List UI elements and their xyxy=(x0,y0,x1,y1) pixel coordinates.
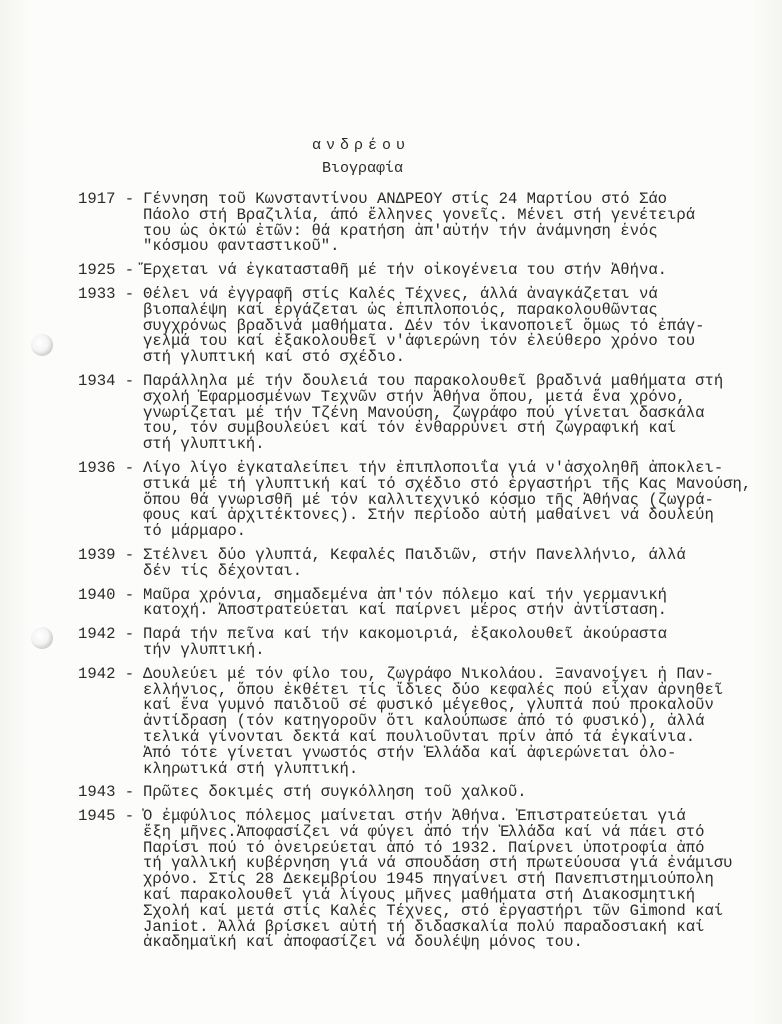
entry-text-line: του ὡς ὀκτώ ἐτῶν: θά κρατήση ἀπ'αὐτήν τήν ἀνάμνηση ἑνός xyxy=(143,221,658,240)
entry-text-line: τελικά γίνονται δεκτά καί πουλιοῦνται πρίν ἀπό τά ἐγκαίνια. xyxy=(143,727,696,746)
entry-text-line: γελμά του καί ἐξακολουθεῖ ν'ἀφιερώνη τόν ἐλεύθερο χρόνο του xyxy=(143,332,696,351)
entry-text-line: δέν τίς δέχονται. xyxy=(143,561,303,580)
entry-text-line: στικά μέ τή γλυπτική καί τό σχέδιο στό ἐργαστήρι τῆς Κας Μανούση, xyxy=(143,474,752,493)
entry-text-line: Ἔρχεται νά ἐγκατασταθῆ μέ τήν οἰκογένεια του στήν Ἀθήνα. xyxy=(143,261,668,280)
entry-text-line: ἀκαδημαϊκή καί ἀποφασίζει νά δουλέψη μόνος του. xyxy=(143,933,583,952)
entry-text xyxy=(143,585,668,620)
entry-text xyxy=(143,545,686,580)
timeline-entry xyxy=(78,585,768,620)
entry-year: 1933 - xyxy=(78,284,135,303)
document-subtitle: Βιογραφία xyxy=(322,160,404,177)
timeline-entry xyxy=(78,627,768,659)
entry-text-line: Σχολή καί μετά στίς Καλές Τέχνες, στό ἐργαστήρι τῶν Gimond καί xyxy=(143,901,724,920)
entry-text-line: χρόνο. Στίς 28 Δεκεμβρίου 1945 πηγαίνει στή Πανεπιστημιούπολη xyxy=(143,870,714,889)
punch-hole xyxy=(31,334,53,356)
entry-text-line: του, τόν συμβουλεύει καί τόν ἐνθαρρύνει στή ζωγραφική καί xyxy=(143,419,677,438)
entry-text xyxy=(143,809,733,951)
entry-text-line: τό μάρμαρο. xyxy=(143,522,246,541)
entry-text-line: Πάολο στή Βραζιλία, άπό ἕλληνες γονεῖς. Μένει στή γενέτειρά xyxy=(143,205,696,224)
entry-text-line: φους καί ἀρχιτέκτονες). Στήν περίοδο αὐτή μαθαίνει νά δουλεύη xyxy=(143,506,714,525)
entry-text-line: Δουλεύει μέ τόν φίλο του, ζωγράφο Νικολάου. Ξανανοίγει ἡ Παν- xyxy=(143,664,714,683)
entry-text xyxy=(143,458,752,541)
entry-year: 1925 - xyxy=(78,261,135,280)
entry-text-line: Ἀπό τότε γίνεται γνωστός στήν Ἑλλάδα καί ἀφιερώνεται ὁλο- xyxy=(143,743,677,762)
document-title: ανδρέου xyxy=(312,137,411,154)
entry-year: 1940 - xyxy=(78,585,135,604)
timeline-entry xyxy=(78,284,768,367)
entry-text-line: ἀντίδραση (τόν κατηγοροῦν ὅτι καλούπωσε ἀπό τό φυσικό), ἀλλά xyxy=(143,712,705,731)
entry-text-line: Γέννηση τοῦ Κωνσταντίνου ΑΝΔΡΕΟΥ στίς 24 Μαρτίου στό Σάο xyxy=(143,190,668,208)
entry-text-line: Παρίσι πού τό ὀνειρεύεται ἀπό τό 1932. Παίρνει ὑποτροφία ἀπό xyxy=(143,838,705,857)
timeline-entry xyxy=(78,809,768,951)
entry-text-line: σχολή Ἐφαρμοσμένων Τεχνῶν στήν Ἀθήνα ὅπου, μετά ἕνα χρόνο, xyxy=(143,387,686,406)
timeline-entry xyxy=(78,458,768,541)
entry-text-line: Μαῦρα χρόνια, σημαδεμένα ἀπ'τόν πόλεμο καί τήν γερμανική xyxy=(143,585,668,604)
entry-text xyxy=(143,263,667,279)
entry-text-line: ὅπου θά γνωρισθῆ μέ τόν καλλιτεχνικό κόσμο τῆς Ἀθήνας (ζωγρά- xyxy=(143,490,714,509)
entry-text-line: Θέλει νά ἐγγραφῆ στίς Καλές Τέχνες, άλλά ἀναγκάζεται νά xyxy=(143,284,658,303)
entry-text-line: Παρά τήν πεῖνα καί τήν κακομοιριά, ἐξακολουθεῖ ἀκούραστα xyxy=(143,625,668,644)
entry-text-line: συγχρόνως βραδινά μαθήματα. Δέν τόν ἱκανοποιεῖ ὅμως τό ἐπάγ- xyxy=(143,316,705,335)
timeline-entry xyxy=(78,263,768,279)
timeline-entry xyxy=(78,785,768,801)
entry-text-line: καί ἕνα γυμνό παιδιοῦ σέ φυσικό μέγεθος, γλυπτά πού προκαλοῦν xyxy=(143,696,714,715)
timeline-entry xyxy=(78,371,768,454)
entry-text-line: τήν γλυπτική. xyxy=(143,640,265,659)
entry-text-line: Πρῶτες δοκιμές στή συγκόλληση τοῦ χαλκοῦ. xyxy=(143,783,527,802)
entry-text-line: "κόσμου φανταστικοῦ". xyxy=(143,237,340,256)
entry-year: 1934 - xyxy=(78,371,135,390)
punch-hole xyxy=(31,627,53,649)
entry-year: 1936 - xyxy=(78,458,135,477)
entry-text-line: καί παρακολουθεῖ γιά λίγους μῆνες μαθήματα στή Διακοσμητική xyxy=(143,886,696,905)
entry-year: 1917 - xyxy=(78,190,135,208)
entry-text xyxy=(143,284,705,367)
entry-text-line: Παράλληλα μέ τήν δουλειά του παρακολουθεῖ βραδινά μαθήματα στή xyxy=(143,371,724,390)
biography-timeline xyxy=(78,192,768,959)
entry-text-line: τή γαλλική κυβέρνηση γιά νά σπουδάση στή πρωτεύουσα γιά ἐνάμισυ xyxy=(143,854,733,873)
entry-year: 1945 - xyxy=(78,807,135,826)
entry-text-line: Ὁ ἐμφύλιος πόλεμος μαίνεται στήν Ἀθήνα. Ἐπιστρατεύεται γιά xyxy=(143,807,686,826)
entry-year: 1942 - xyxy=(78,664,135,683)
timeline-entry xyxy=(78,664,768,778)
entry-text xyxy=(143,371,724,454)
entry-text-line: γνωρίζεται μέ τήν Τζένη Μανούση, ζωγράφο πού γίνεται δασκάλα xyxy=(143,403,705,422)
entry-text xyxy=(143,664,724,778)
entry-year: 1942 - xyxy=(78,625,135,644)
entry-text-line: στή γλυπτική. xyxy=(143,435,265,454)
entry-text xyxy=(143,627,667,659)
entry-text-line: Λίγο λίγο ἐγκαταλείπει τήν ἐπιπλοποιΐα γιά ν'ἀσχοληθῆ ἀποκλει- xyxy=(143,458,724,477)
entry-text-line: στή γλυπτική καί στό σχέδιο. xyxy=(143,348,406,367)
timeline-entry xyxy=(78,192,768,255)
entry-text-line: Στέλνει δύο γλυπτά, Κεφαλές Παιδιῶν, στήν Πανελλήνιο, άλλά xyxy=(143,545,686,564)
entry-text-line: κατοχή. Ἀποστρατεύεται καί παίρνει μέρος στήν ἀντίσταση. xyxy=(143,601,668,620)
entry-text-line: Janiot. Ἀλλά βρίσκει αὐτή τή διδασκαλία πολύ παραδοσιακή καί xyxy=(143,917,705,936)
timeline-entry xyxy=(78,545,768,580)
entry-year: 1939 - xyxy=(78,545,135,564)
entry-text-line: ἔξη μῆνες.Ἀποφασίζει νά φύγει ἀπό τήν Ἑλλάδα καί νά πάει στό xyxy=(143,822,705,841)
entry-year: 1943 - xyxy=(78,783,135,802)
entry-text xyxy=(143,785,527,801)
entry-text-line: κληρωτικά στή γλυπτική. xyxy=(143,759,359,778)
entry-text-line: βιοπαλέψη καί ἐργάζεται ὡς ἐπιπλοποιός, παρακολουθῶντας xyxy=(143,300,658,319)
entry-text xyxy=(143,192,695,255)
entry-text-line: ελλήνιος, ὅπου ἐκθέτει τίς ἴδιες δύο κεφαλές πού εἶχαν ἀρνηθεῖ xyxy=(143,680,724,699)
